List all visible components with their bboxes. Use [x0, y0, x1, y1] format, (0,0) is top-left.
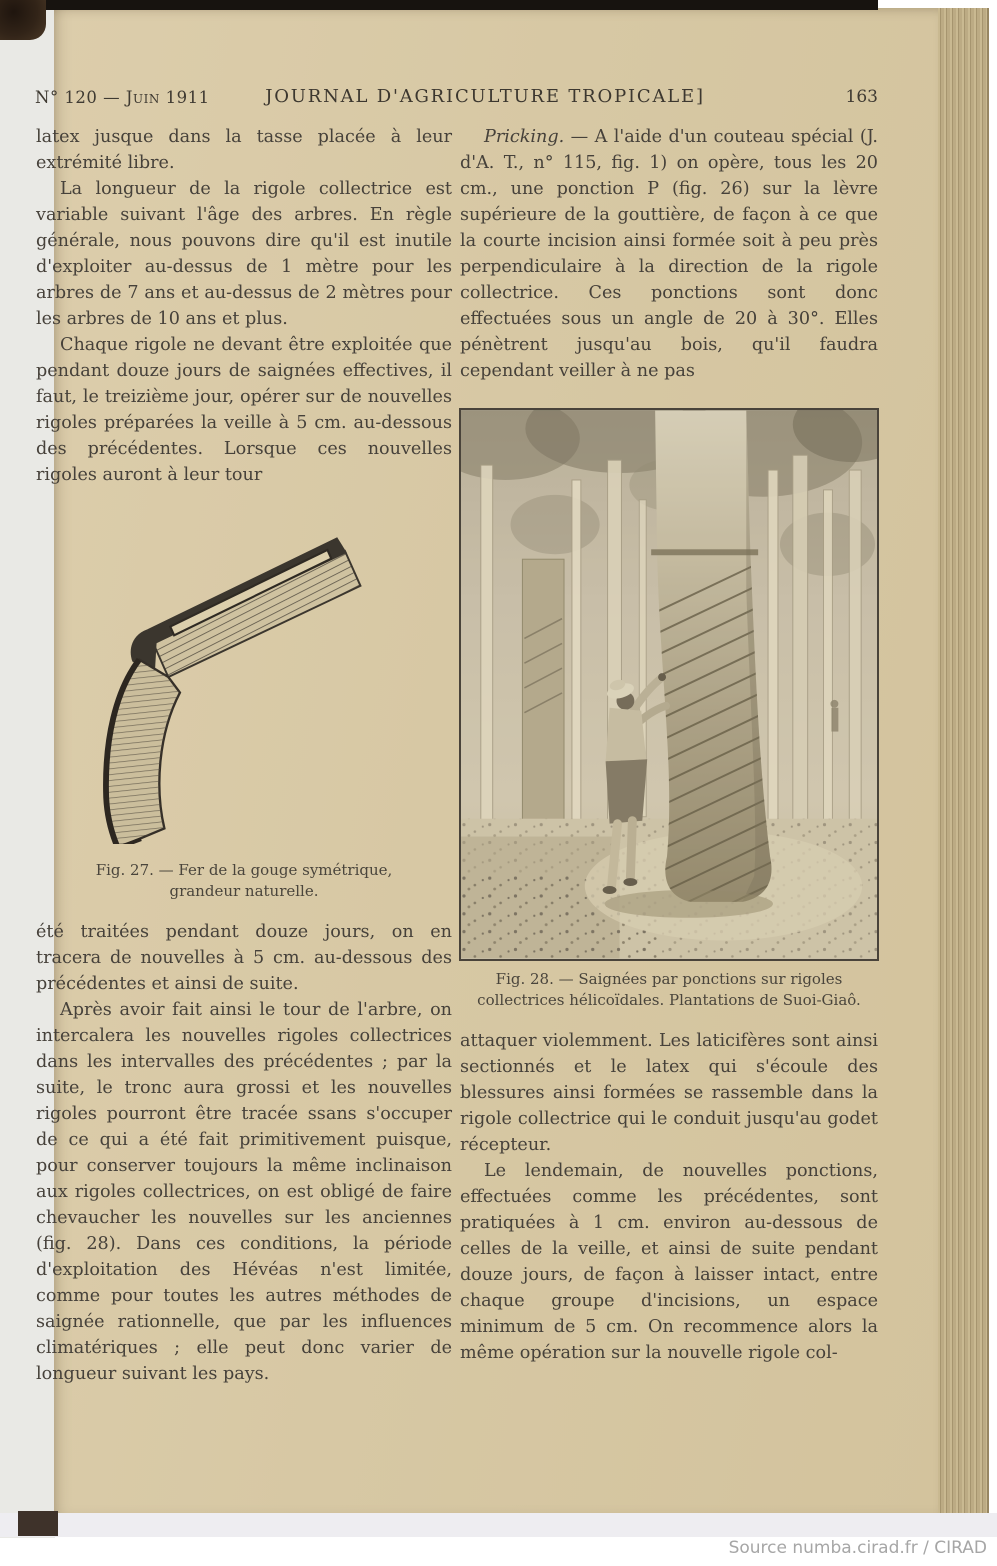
book-fore-edge-pages [938, 8, 989, 1513]
scan-top-edge [0, 0, 878, 10]
paragraph: Chaque rigole ne devant être exploitée que pendant douze jours de saignées effectives, il faut, le treizième jour, opérer sur de nouvelles rigoles préparées la veille à 5 cm. au-dessous des précédentes. Lorsque ces nouvelles rigoles auront à leur tour [36, 335, 452, 485]
figure-27-engraving [74, 514, 414, 852]
pricking-lead: Pricking. [484, 127, 565, 147]
issue-number: N° 120 — Juin 1911 [35, 88, 210, 107]
figure-27-caption [36, 860, 452, 901]
pricking-rest: — A l'aide d'un couteau spécial (J. d'A. T., n° 115, fig. 1) on opère, tous les 20 cm., une ponction P (fig. 26) sur la lèvre supérieure de la gouttière, de façon à ce que la courte incision ainsi formée soit à peu près perpendiculaire à la direction de la rigole collectrice. Ces ponctions sont donc effectuées sous un angle de 20 à 30°. Elles pénètrent jusqu'au bois, qu'il faudra cependant veiller à ne pas [460, 127, 878, 381]
caption-line: grandeur naturelle. [169, 881, 319, 900]
paragraph: Le lendemain, de nouvelles ponctions, effectuées comme les précédentes, sont pratiquées à 1 cm. environ au-dessous de celles de la veille, et ainsi de suite pendant douze jours, de façon à laisser intact, entre chaque groupe d'incisions, un espace minimum de 5 cm. On recommence alors la même opération sur la nouvelle rigole col- [460, 1161, 878, 1364]
rubber-plantation-photo [461, 410, 877, 959]
page-number: 163 [845, 87, 878, 107]
right-column [460, 124, 878, 1366]
sepia-wash [461, 411, 877, 959]
paragraph-pricking [460, 124, 878, 384]
caption-line: Fig. 28. — Saignées par ponctions sur rigoles [495, 970, 843, 988]
gouge-iron-illustration [74, 514, 414, 844]
paragraph: été traitées pendant douze jours, on en tracera de nouvelles à 5 cm. au-dessous des précédentes et ainsi de suite. [36, 922, 452, 995]
paragraph: attaquer violemment. Les laticifères sont ainsi sectionnés et le latex qui s'écoule des blessures ainsi formées se rassemble dans la rigole collectrice qui le conduit jusqu'au godet récepteur. [460, 1031, 878, 1156]
paragraph: latex jusque dans la tasse placée à leur extrémité libre. [36, 127, 452, 173]
paragraph: Après avoir fait ainsi le tour de l'arbre, on intercalera les nouvelles rigoles collectrices dans les intervalles des précédentes ; par la suite, le tronc aura grossi et les nouvelles rigoles pourront être tracée ssans s'occuper de ce qui a été fait primitivement puisque, pour conserver toujours la même inclinaison aux rigoles collectrices, on est obligé de faire chevaucher les nouvelles sur les anciennes (fig. 28). Dans ces conditions, la période d'exploitation des Hévéas n'est limitée, comme pour toutes les autres méthodes de saignée rationnelle, que par les influences climatériques ; elle peut donc varier de longueur suivant les pays. [36, 1000, 452, 1385]
caption-line: collectrices hélicoïdales. Plantations de Suoi-Giaô. [477, 990, 861, 1009]
figure-28-caption [460, 969, 878, 1010]
caption-line: Fig. 27. — Fer de la gouge symétrique, [95, 861, 393, 879]
paragraph: La longueur de la rigole collectrice est variable suivant l'âge des arbres. En règle générale, nous pouvons dire qu'il est inutile d'exploiter au-dessus de 1 mètre pour les arbres de 7 ans et au-dessus de 2 mètres pour les arbres de 10 ans et plus. [36, 179, 452, 329]
binding-corner-top-left [0, 0, 46, 40]
journal-title: JOURNAL D'AGRICULTURE TROPICALE] [265, 86, 705, 107]
scan-bottom-edge [0, 1513, 997, 1537]
figure-28-photo [459, 408, 879, 961]
source-credit: Source numba.cirad.fr / CIRAD [728, 1538, 987, 1558]
left-column [36, 124, 452, 1387]
binding-corner-bottom-left [18, 1511, 58, 1536]
